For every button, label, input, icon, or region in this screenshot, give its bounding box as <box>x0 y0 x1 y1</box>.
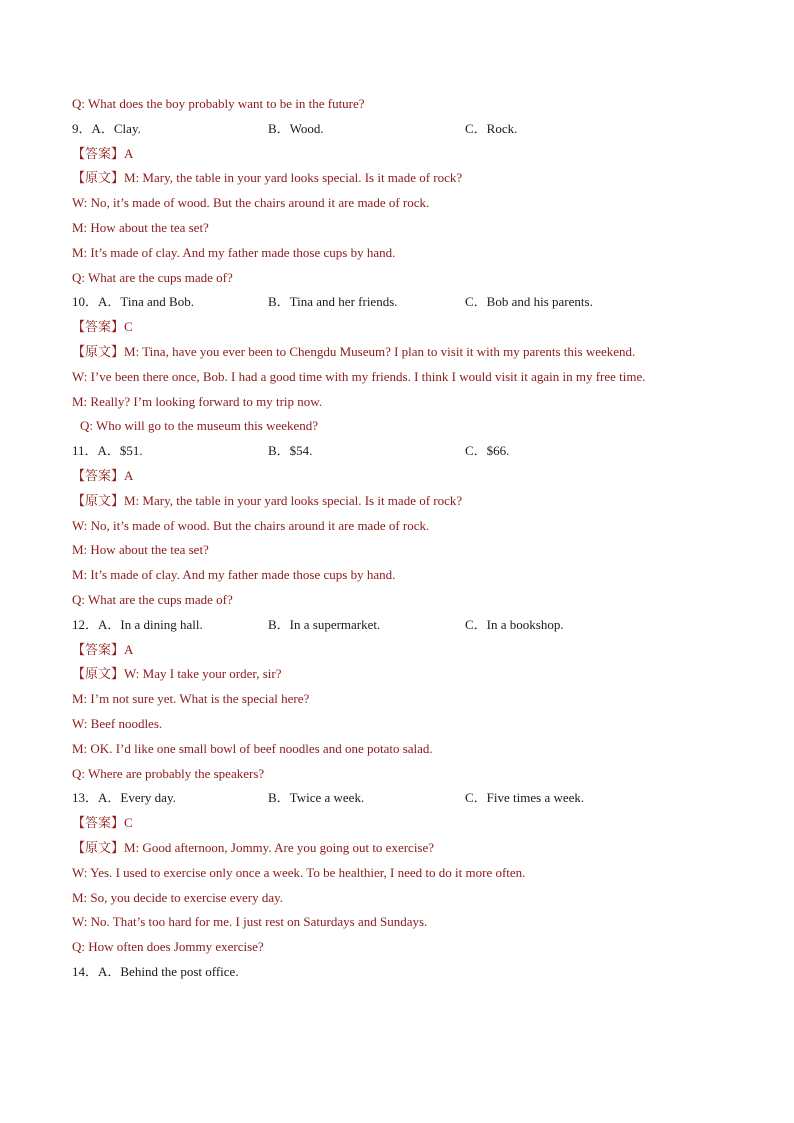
line-text: 14．A．Behind the post office. <box>72 963 239 979</box>
line-text: Q: Who will go to the museum this weekend? <box>80 418 319 434</box>
line-text: Q: What does the boy probably want to be in the future? <box>72 96 365 111</box>
line-text: W: I’ve been there once, Bob. I had a good time with my friends. I think I would visit it again in my free time. <box>72 368 646 384</box>
option-c: C．Five times a week. <box>465 790 585 806</box>
option-b: B．Twice a week. <box>268 790 365 806</box>
answer-line <box>72 315 732 340</box>
line-text: Q: Where are probably the speakers? <box>72 765 265 781</box>
transcript-line <box>72 365 732 390</box>
transcript-line <box>72 836 732 861</box>
transcript-line <box>72 414 732 439</box>
answer-tag: 【答案】 <box>72 467 125 483</box>
transcript-line <box>72 340 732 365</box>
transcript-text: M: Mary, the table in your yard looks special. Is it made of rock? <box>124 492 463 508</box>
line-text: M: How about the tea set? <box>72 219 209 235</box>
question-options <box>72 613 732 638</box>
answer-tag: 【答案】 <box>72 319 125 335</box>
transcript-text: M: Tina, have you ever been to Chengdu Museum? I plan to visit it with my parents this weekend. <box>124 343 636 359</box>
transcript-line <box>72 563 732 588</box>
option-c: C．In a bookshop. <box>465 616 564 632</box>
transcript-tag: 【原文】 <box>72 343 125 359</box>
option-c: C．Bob and his parents. <box>465 294 593 310</box>
answer-line <box>72 464 732 489</box>
answer-line <box>72 638 732 663</box>
transcript-text: W: May I take your order, sir? <box>124 666 282 682</box>
line-text: Q: What are the cups made of? <box>72 591 233 607</box>
line-text: M: Really? I’m looking forward to my trip now. <box>72 393 323 409</box>
question-options <box>72 786 732 811</box>
transcript-tag: 【原文】 <box>72 666 125 682</box>
transcript-line <box>72 390 732 415</box>
transcript-line <box>72 588 732 613</box>
line-text: M: It’s made of clay. And my father made those cups by hand. <box>72 244 396 260</box>
transcript-line <box>72 489 732 514</box>
answer-tag: 【答案】 <box>72 145 125 161</box>
answer-value: A <box>124 145 134 161</box>
option-a: 11．A．$51. <box>72 443 143 459</box>
line-text: W: Beef noodles. <box>72 715 163 731</box>
transcript-line <box>72 935 732 960</box>
option-b: B．Tina and her friends. <box>268 294 398 310</box>
answer-value: A <box>124 641 134 657</box>
transcript-tag: 【原文】 <box>72 170 125 186</box>
transcript-line <box>72 538 732 563</box>
transcript-tag: 【原文】 <box>72 839 125 855</box>
question-options <box>72 439 732 464</box>
question-options <box>72 117 732 142</box>
line-text: M: It’s made of clay. And my father made those cups by hand. <box>72 567 396 583</box>
transcript-text: M: Good afternoon, Jommy. Are you going out to exercise? <box>124 839 435 855</box>
transcript-line <box>72 166 732 191</box>
transcript-line <box>72 910 732 935</box>
option-b: B．Wood. <box>268 120 324 136</box>
document-page <box>72 92 732 985</box>
line-text: W: No. That’s too hard for me. I just rest on Saturdays and Sundays. <box>72 914 428 930</box>
option-b: B．In a supermarket. <box>268 616 381 632</box>
option-c: C．$66. <box>465 443 510 459</box>
line-text: Q: How often does Jommy exercise? <box>72 939 264 955</box>
answer-value: A <box>124 467 134 483</box>
transcript-tag: 【原文】 <box>72 492 125 508</box>
answer-line <box>72 142 732 167</box>
transcript-line <box>72 737 732 762</box>
line-text: M: So, you decide to exercise every day. <box>72 889 284 905</box>
question-options <box>72 290 732 315</box>
transcript-line <box>72 241 732 266</box>
transcript-line <box>72 712 732 737</box>
transcript-line <box>72 886 732 911</box>
transcript-line <box>72 861 732 886</box>
answer-tag: 【答案】 <box>72 641 125 657</box>
answer-value: C <box>124 815 133 831</box>
transcript-line <box>72 514 732 539</box>
line-text: M: OK. I’d like one small bowl of beef noodles and one potato salad. <box>72 740 433 756</box>
question-line <box>72 960 732 985</box>
option-c: C．Rock. <box>465 120 518 136</box>
transcript-line <box>72 762 732 787</box>
transcript-line <box>72 216 732 241</box>
transcript-line <box>72 662 732 687</box>
transcript-line <box>72 92 732 117</box>
option-a: 12．A．In a dining hall. <box>72 616 203 632</box>
option-b: B．$54. <box>268 443 313 459</box>
line-text: Q: What are the cups made of? <box>72 269 233 285</box>
line-text: W: Yes. I used to exercise only once a week. To be healthier, I need to do it more often. <box>72 864 526 880</box>
option-a: 10．A．Tina and Bob. <box>72 294 194 310</box>
answer-line <box>72 811 732 836</box>
line-text: W: No, it’s made of wood. But the chairs around it are made of rock. <box>72 517 430 533</box>
option-a: 9．A．Clay. <box>72 120 141 136</box>
option-a: 13．A．Every day. <box>72 790 176 806</box>
transcript-line <box>72 266 732 291</box>
line-text: M: I’m not sure yet. What is the special here? <box>72 691 310 707</box>
line-text: M: How about the tea set? <box>72 542 209 558</box>
answer-tag: 【答案】 <box>72 815 125 831</box>
transcript-line <box>72 687 732 712</box>
transcript-line <box>72 191 732 216</box>
transcript-text: M: Mary, the table in your yard looks special. Is it made of rock? <box>124 170 463 186</box>
line-text: W: No, it’s made of wood. But the chairs around it are made of rock. <box>72 195 430 211</box>
answer-value: C <box>124 319 133 335</box>
